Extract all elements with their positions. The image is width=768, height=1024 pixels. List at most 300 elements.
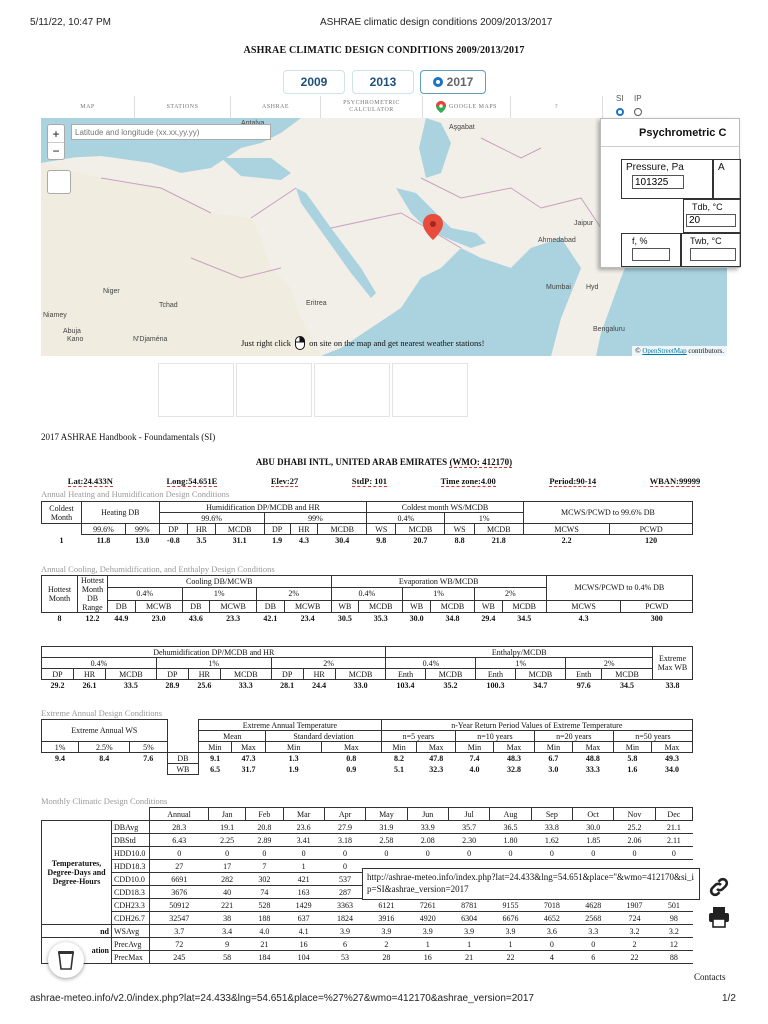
- value-cell: 0.9: [346, 764, 357, 774]
- value-cell: 34.0: [664, 764, 679, 774]
- value-cell: 3.5: [196, 535, 207, 545]
- station-tz: Time zone:4.00: [440, 476, 496, 486]
- subheader-cell: MCDB: [215, 524, 264, 535]
- col-a-label: A: [713, 159, 741, 199]
- value-cell: 74: [246, 886, 283, 899]
- row-label: HDD18.3: [112, 860, 150, 873]
- subheader-cell: WB: [331, 600, 359, 612]
- map-label: Niger: [103, 288, 120, 295]
- th-pct: 1%: [156, 658, 271, 669]
- subheader-cell: Min: [199, 742, 231, 753]
- th-nyear-50: n=50 years: [613, 731, 692, 742]
- subheader-cell: Max: [321, 742, 381, 753]
- print-doc-title: ASHRAE climatic design conditions 2009/2013/2017: [320, 17, 553, 28]
- value-cell: 0: [531, 938, 572, 951]
- value-cell: 245: [150, 951, 209, 964]
- value-cell: 3.7: [150, 925, 209, 938]
- value-cell: 25.6: [197, 680, 212, 690]
- value-cell: 40: [209, 886, 246, 899]
- value-cell: 16: [407, 951, 448, 964]
- value-cell: 6121: [366, 899, 407, 912]
- subheader-cell: Min: [266, 742, 322, 753]
- value-cell: 6: [573, 951, 614, 964]
- th-pct: 0.4%: [367, 513, 445, 524]
- th-extreme-ws: Extreme Annual WS: [42, 720, 168, 742]
- subheader-cell: MCWB: [135, 600, 182, 612]
- nav-google-maps[interactable]: [423, 96, 511, 118]
- th-mcws: MCWS/PCWD to 99.6% DB: [523, 502, 692, 524]
- value-cell: 28.3: [150, 821, 209, 834]
- value-cell: 282: [209, 873, 246, 886]
- value-cell: 2.08: [407, 834, 448, 847]
- value-cell: 29.2: [50, 680, 65, 690]
- value-cell: 1824: [324, 912, 365, 925]
- station-meta: [41, 476, 727, 487]
- row-label: CDH26.7: [112, 912, 150, 925]
- value-cell: 3.3: [573, 925, 614, 938]
- value-cell: 23.4: [300, 613, 315, 623]
- value-cell: 0: [531, 847, 572, 860]
- value-cell: 3916: [366, 912, 407, 925]
- month-header: Oct: [573, 808, 614, 821]
- station-lat: Lat:24.433N: [67, 476, 113, 486]
- value-cell: 28: [366, 951, 407, 964]
- value-cell: 33.5: [123, 680, 138, 690]
- subheader-cell: DB: [182, 600, 210, 612]
- map-label: N'Djaména: [133, 336, 168, 343]
- psychrometric-calculator-panel: [600, 118, 740, 268]
- station-title: [0, 457, 768, 467]
- value-cell: 4: [531, 951, 572, 964]
- value-cell: 2.30: [448, 834, 489, 847]
- month-header: Nov: [614, 808, 655, 821]
- subheader-cell: MCDB: [502, 600, 546, 612]
- value-cell: 33.0: [353, 680, 368, 690]
- value-cell: 1.9: [288, 764, 299, 774]
- value-cell: 163: [283, 886, 324, 899]
- value-cell: 13.0: [135, 535, 150, 545]
- value-cell: 28.9: [165, 680, 180, 690]
- blank-cell: [42, 808, 112, 821]
- value-cell: 7.6: [143, 753, 154, 763]
- subheader-cell: HR: [188, 524, 216, 535]
- month-header: Feb: [246, 808, 283, 821]
- value-cell: 0: [324, 847, 365, 860]
- th-mcws: MCWS/PCWD to 0.4% DB: [546, 576, 692, 601]
- value-cell: 1: [448, 938, 489, 951]
- nav-stations[interactable]: STATIONS: [135, 96, 231, 118]
- value-cell: 23.3: [226, 613, 241, 623]
- value-cell: 36.5: [490, 821, 531, 834]
- f-input[interactable]: [632, 248, 670, 261]
- month-header: Jul: [448, 808, 489, 821]
- value-cell: 6691: [150, 873, 209, 886]
- value-cell: 48.8: [585, 753, 600, 763]
- value-cell: 8781: [448, 899, 489, 912]
- value-cell: 8.2: [394, 753, 405, 763]
- subheader-cell: Enth: [566, 669, 602, 680]
- blank-cell: [112, 808, 150, 821]
- subheader-cell: HR: [74, 669, 106, 680]
- subheader-cell: Max: [231, 742, 266, 753]
- value-cell: 4652: [531, 912, 572, 925]
- subheader-cell: PCWD: [610, 524, 693, 535]
- value-cell: 1: [407, 938, 448, 951]
- value-cell: 7261: [407, 899, 448, 912]
- value-cell: 8: [57, 613, 62, 623]
- value-cell: 6676: [490, 912, 531, 925]
- value-cell: 26.1: [82, 680, 97, 690]
- th-pct: 2%: [257, 588, 332, 600]
- year-2009-label: 2009: [300, 75, 328, 89]
- value-cell: 34.8: [445, 613, 460, 623]
- value-cell: 2.89: [246, 834, 283, 847]
- row-label: CDH23.3: [112, 899, 150, 912]
- tdb-input[interactable]: [686, 214, 736, 227]
- value-cell: 97.6: [576, 680, 591, 690]
- map-extra-button[interactable]: [47, 170, 71, 194]
- value-cell: 7: [246, 860, 283, 873]
- dehumidification-table: [41, 646, 693, 691]
- value-cell: 120: [645, 535, 658, 545]
- value-cell: 0: [655, 847, 692, 860]
- subheader-cell: Enth: [386, 669, 425, 680]
- value-cell: 1: [490, 938, 531, 951]
- empty-tab-2: [236, 363, 312, 417]
- subheader-cell: MCDB: [602, 669, 653, 680]
- value-cell: 6: [324, 938, 365, 951]
- value-cell: 0: [283, 847, 324, 860]
- station-period: Period:90-14: [549, 476, 597, 486]
- subheader-cell: DP: [156, 669, 188, 680]
- month-header: Apr: [324, 808, 365, 821]
- value-cell: 5.1: [394, 764, 405, 774]
- station-stdp: StdP: 101: [351, 476, 388, 486]
- month-header: May: [366, 808, 407, 821]
- twb-label: Twb, °C: [690, 236, 722, 246]
- value-cell: 7018: [531, 899, 572, 912]
- unit-ip-radio[interactable]: [634, 108, 642, 116]
- empty-tab-4: [392, 363, 468, 417]
- th-pct: 0.4%: [42, 658, 157, 669]
- value-cell: 31.9: [366, 821, 407, 834]
- value-cell: 29.4: [481, 613, 496, 623]
- value-cell: 31.7: [241, 764, 256, 774]
- th-pct: 0.4%: [108, 588, 183, 600]
- map-label: Mumbai: [546, 284, 571, 291]
- value-cell: 47.8: [429, 753, 444, 763]
- subheader-cell: DB: [108, 600, 136, 612]
- value-cell: 23.6: [283, 821, 324, 834]
- extreme-table: [41, 719, 693, 775]
- value-cell: 32547: [150, 912, 209, 925]
- twb-input[interactable]: [690, 248, 736, 261]
- value-cell: 2: [366, 938, 407, 951]
- value-cell: 8.4: [99, 753, 110, 763]
- subheader-cell: MCDB: [430, 600, 474, 612]
- year-2013-button[interactable]: [352, 70, 414, 94]
- map-label: Bengaluru: [593, 326, 625, 333]
- value-cell: 7.4: [469, 753, 480, 763]
- google-maps-pin-icon: [436, 101, 446, 113]
- value-cell: 6304: [448, 912, 489, 925]
- value-cell: 6.43: [150, 834, 209, 847]
- subheader-cell: Enth: [476, 669, 515, 680]
- value-cell: 9.4: [55, 753, 66, 763]
- value-cell: 3.9: [366, 925, 407, 938]
- value-cell: 1.62: [531, 834, 572, 847]
- station-long: Long:54.651E: [166, 476, 218, 486]
- value-cell: 1.3: [288, 753, 299, 763]
- nav-ashrae[interactable]: ASHRAE: [231, 96, 321, 118]
- value-cell: 100.3: [486, 680, 505, 690]
- station-name: ABU DHABI INTL, UNITED ARAB EMIRATES: [255, 457, 448, 467]
- value-cell: 58: [209, 951, 246, 964]
- month-header: Jan: [209, 808, 246, 821]
- subheader-cell: 1%: [42, 742, 79, 753]
- subheader-cell: 99.6%: [82, 524, 126, 535]
- subheader-cell: MCWS: [546, 600, 621, 612]
- subheader-cell: MCDB: [335, 669, 386, 680]
- value-cell: 184: [246, 951, 283, 964]
- value-cell: 88: [655, 951, 692, 964]
- value-cell: 3.9: [407, 925, 448, 938]
- unit-ip-label: IP: [634, 94, 642, 103]
- empty-tab-1: [158, 363, 234, 417]
- value-cell: 27.9: [324, 821, 365, 834]
- value-cell: 2.25: [209, 834, 246, 847]
- empty-tab-3: [314, 363, 390, 417]
- pressure-cell: [621, 159, 713, 199]
- subheader-cell: WS: [367, 524, 396, 535]
- zoom-in-button[interactable]: +: [48, 125, 64, 143]
- value-cell: 22: [490, 951, 531, 964]
- subheader-cell: HR: [303, 669, 335, 680]
- map-label: Jaipur: [574, 220, 594, 227]
- month-header: Mar: [283, 808, 324, 821]
- value-cell: 2.11: [655, 834, 692, 847]
- value-cell: 19.1: [209, 821, 246, 834]
- year-2009-button[interactable]: [283, 70, 345, 94]
- subheader-cell: WB: [403, 600, 431, 612]
- map-label: Hyd: [586, 284, 599, 291]
- nav-google-maps-label: GOOGLE MAPS: [448, 103, 497, 110]
- value-cell: 0: [573, 847, 614, 860]
- value-cell: 188: [246, 912, 283, 925]
- subheader-cell: Max: [417, 742, 455, 753]
- unit-si-radio[interactable]: [616, 108, 624, 116]
- subheader-cell: Max: [494, 742, 535, 753]
- subheader-cell: MCDB: [396, 524, 445, 535]
- subheader-cell: Max: [651, 742, 692, 753]
- value-cell: 12.2: [85, 613, 100, 623]
- value-cell: 72: [150, 938, 209, 951]
- value-cell: 27: [150, 860, 209, 873]
- subheader-cell: Min: [455, 742, 493, 753]
- value-cell: 12: [655, 938, 692, 951]
- value-cell: 0: [573, 938, 614, 951]
- value-cell: 421: [283, 873, 324, 886]
- subheader-cell: DP: [159, 524, 188, 535]
- value-cell: 0.8: [346, 753, 357, 763]
- th-pct: 0.4%: [331, 588, 403, 600]
- value-cell: 44.9: [114, 613, 129, 623]
- value-cell: 35.2: [443, 680, 458, 690]
- value-cell: 3.4: [209, 925, 246, 938]
- value-cell: 287: [324, 886, 365, 899]
- psychrometric-title: Psychrometric C: [601, 119, 739, 147]
- value-cell: 3.18: [324, 834, 365, 847]
- value-cell: 1: [59, 535, 64, 545]
- nav-help[interactable]: ?: [511, 96, 603, 118]
- osm-link[interactable]: OpenStreetMap: [642, 347, 687, 355]
- value-cell: 5.8: [627, 753, 638, 763]
- th-enthalpy: Enthalpy/MCDB: [386, 647, 653, 658]
- tdb-label: Tdb, °C: [692, 202, 723, 212]
- month-header: Sep: [531, 808, 572, 821]
- value-cell: 9.1: [210, 753, 221, 763]
- th-nyear: n-Year Return Period Values of Extreme Temperature: [381, 720, 692, 731]
- value-cell: 21.8: [491, 535, 506, 545]
- print-datetime: 5/11/22, 10:47 PM: [30, 17, 111, 28]
- month-header: Annual: [150, 808, 209, 821]
- subheader-cell: MCDB: [106, 669, 157, 680]
- value-cell: 3.41: [283, 834, 324, 847]
- value-cell: 42.1: [263, 613, 278, 623]
- th-pct: 2%: [566, 658, 653, 669]
- map-label: Kano: [67, 336, 84, 343]
- th-mean: Mean: [199, 731, 266, 742]
- value-cell: 537: [324, 873, 365, 886]
- value-cell: 0: [324, 860, 365, 873]
- group-label: nd: [42, 925, 112, 938]
- value-cell: 1429: [283, 899, 324, 912]
- contacts-link[interactable]: Contacts: [694, 972, 726, 982]
- latlng-search-input[interactable]: [71, 124, 271, 140]
- map-label: Eritrea: [306, 300, 327, 307]
- pressure-label: Pressure, Pa: [626, 162, 684, 173]
- cup-icon: [58, 950, 74, 970]
- mouse-icon: [295, 336, 305, 350]
- value-cell: 16: [283, 938, 324, 951]
- subheader-cell: MCDB: [359, 600, 403, 612]
- value-cell: 6.5: [210, 764, 221, 774]
- value-cell: 2.58: [366, 834, 407, 847]
- value-cell: 21: [246, 938, 283, 951]
- value-cell: 33.8: [665, 680, 680, 690]
- print-icon[interactable]: [708, 906, 730, 928]
- zoom-control: [47, 124, 65, 160]
- link-icon[interactable]: [707, 875, 731, 899]
- value-cell: -0.8: [167, 535, 180, 545]
- nav-psychrometric[interactable]: PSYCHROMETRIC CALCULATOR: [321, 96, 423, 118]
- url-tooltip: http://ashrae-meteo.info/index.php?lat=24.433&lng=54.651&place=''&wmo=412170&si_ip=SI&ashrae_version=2017: [362, 868, 700, 900]
- subheader-cell: Min: [381, 742, 417, 753]
- value-cell: 8.8: [454, 535, 465, 545]
- value-cell: 25.2: [614, 821, 655, 834]
- value-cell: 43.6: [188, 613, 203, 623]
- radio-selected-icon: [433, 77, 443, 87]
- value-cell: 35.3: [373, 613, 388, 623]
- th-coldest-month: Coldest Month: [42, 502, 82, 524]
- value-cell: 528: [246, 899, 283, 912]
- value-cell: 4.3: [578, 613, 589, 623]
- donate-cup-button[interactable]: [48, 942, 84, 978]
- subheader-cell: HR: [290, 524, 318, 535]
- th-humidification: Humidification DP/MCDB and HR: [159, 502, 367, 513]
- value-cell: 3.2: [655, 925, 692, 938]
- value-cell: 3.9: [324, 925, 365, 938]
- row-label: PrecAvg: [112, 938, 150, 951]
- map-label: Abuja: [63, 328, 81, 335]
- row-label: DB: [167, 753, 199, 764]
- cooling-table: [41, 575, 693, 624]
- station-wban: WBAN:99999: [649, 476, 701, 486]
- value-cell: 32.8: [506, 764, 521, 774]
- subheader-cell: MCDB: [425, 669, 476, 680]
- value-cell: 30.5: [337, 613, 352, 623]
- value-cell: 4628: [573, 899, 614, 912]
- value-cell: 47.3: [241, 753, 256, 763]
- subheader-cell: 99%: [125, 524, 159, 535]
- subheader-cell: MCDB: [220, 669, 271, 680]
- subheader-cell: Min: [613, 742, 651, 753]
- group-label: ation: [42, 938, 112, 964]
- f-label: f, %: [632, 236, 648, 246]
- twb-cell: [681, 233, 741, 267]
- blank-cell: [42, 524, 82, 535]
- value-cell: 3676: [150, 886, 209, 899]
- nav-map[interactable]: MAP: [41, 96, 135, 118]
- value-cell: 33.8: [531, 821, 572, 834]
- row-label: DBStd: [112, 834, 150, 847]
- row-label: WSAvg: [112, 925, 150, 938]
- map-label: Aşgabat: [449, 124, 475, 131]
- value-cell: 3.2: [614, 925, 655, 938]
- subheader-cell: 5%: [130, 742, 167, 753]
- unit-si-label: SI: [616, 94, 624, 103]
- handbook-title: 2017 ASHRAE Handbook - Foundamentals (SI): [41, 432, 216, 442]
- value-cell: 3363: [324, 899, 365, 912]
- pressure-input[interactable]: [632, 175, 684, 189]
- station-wmo: (WMO: 412170): [449, 457, 513, 467]
- value-cell: 48.3: [506, 753, 521, 763]
- subheader-cell: DP: [271, 669, 303, 680]
- value-cell: 1.80: [490, 834, 531, 847]
- row-label: PrecMax: [112, 951, 150, 964]
- value-cell: 32.3: [429, 764, 444, 774]
- year-2017-button[interactable]: [420, 70, 486, 94]
- value-cell: 22: [614, 951, 655, 964]
- value-cell: 4.1: [283, 925, 324, 938]
- zoom-out-button[interactable]: −: [52, 144, 60, 158]
- subheader-cell: MCWB: [284, 600, 331, 612]
- th-extreme-max-wb: Extreme Max WB: [653, 647, 693, 680]
- heating-section-title: Annual Heating and Humidification Design Conditions: [41, 489, 230, 499]
- value-cell: 103.4: [396, 680, 415, 690]
- th-pct: 0.4%: [386, 658, 476, 669]
- subheader-cell: DP: [42, 669, 74, 680]
- blank-cell: [79, 764, 130, 775]
- th-coldest-ws: Coldest month WS/MCDB: [367, 502, 524, 513]
- value-cell: 33.9: [407, 821, 448, 834]
- value-cell: 501: [655, 899, 692, 912]
- value-cell: 24.4: [312, 680, 327, 690]
- value-cell: 0: [407, 847, 448, 860]
- value-cell: 2568: [573, 912, 614, 925]
- value-cell: 724: [614, 912, 655, 925]
- th-dehumidification: Dehumidification DP/MCDB and HR: [42, 647, 386, 658]
